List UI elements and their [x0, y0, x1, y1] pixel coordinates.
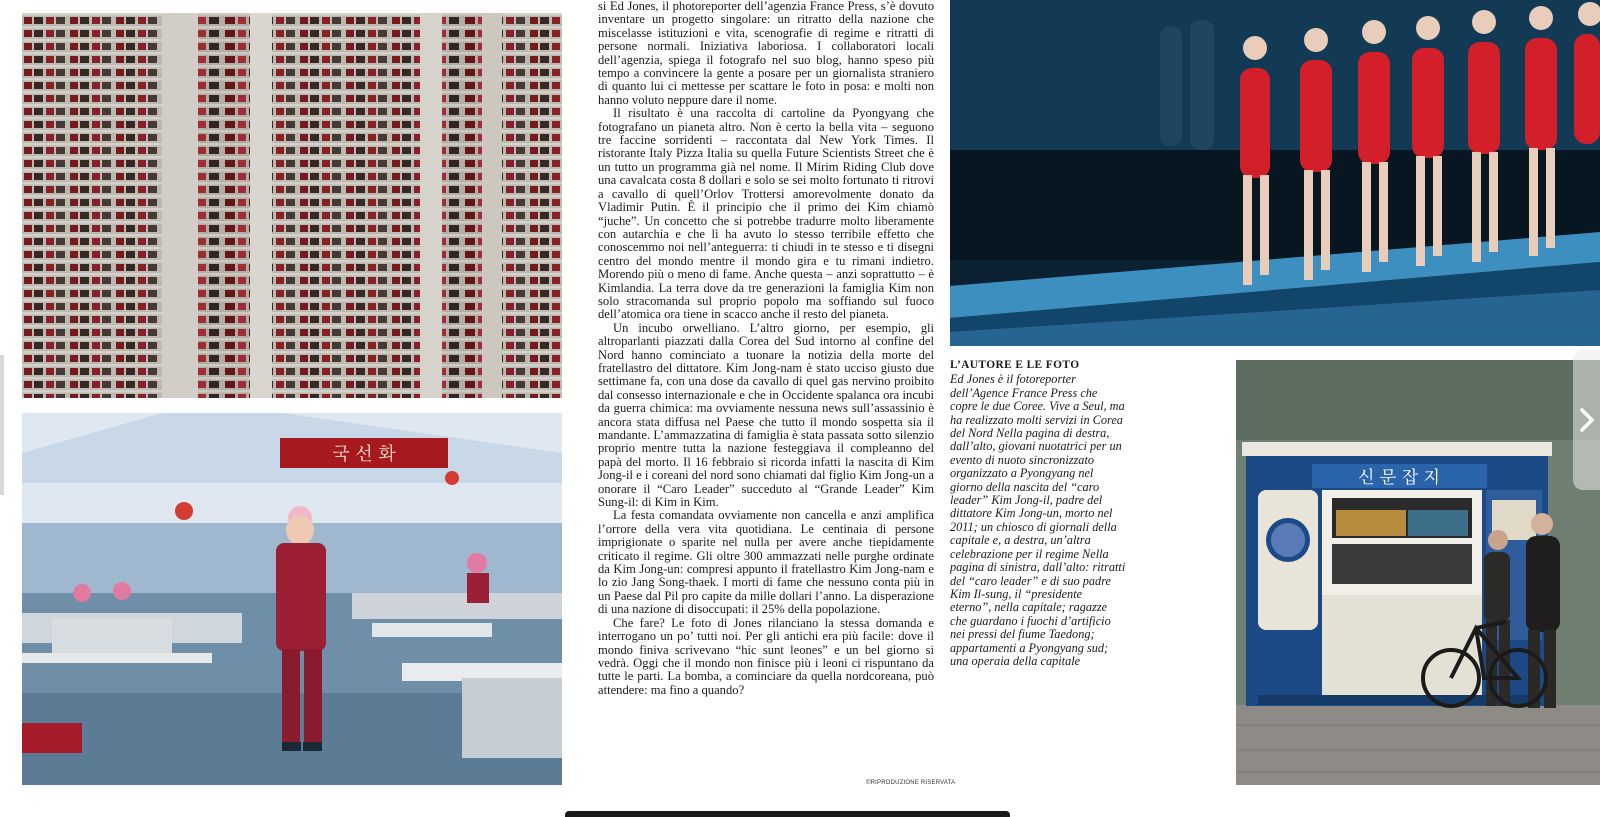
- article-paragraph-5: Che fare? Le foto di Jones rilanciano la stessa domanda e interrogano un po’ tutti noi. Per gli antichi era più facile: dove il mondo finiva scrivevano “hic sunt leones” e un bel giorno si vedrà. Oggi che il mondo non finisce più i leoni ci rispuntano da tutte le parti. La bomba, a cominciare da quella nordcoreana, può attendere: ma fino a quando?: [598, 615, 934, 697]
- photo-synchronized-swimmers: [950, 0, 1600, 346]
- photo-caption: [950, 359, 1126, 668]
- copyright-credit: ©RIPRODUZIONE RISERVATA: [866, 780, 956, 786]
- article-paragraph-4: La festa comandata ovviamente non cancella e anzi amplifica l’orrore della vera vita quotidiana. Le centinaia di persone imprigionate o sparite nel nulla per avere anche tiepidamente criticato il regime. Gli oltre 300 ammazzati nelle purghe ordinate da Kim Jong-un: compresi appunto il fratellastro Kim Jong-nam e lo zio Jang Song-thaek. I morti di fame che nessuno conta più in un Paese dal Pil pro capite da mille dollari l’anno. La disperazione di una nazione di disoccupati: il 25% della popolazione.: [598, 508, 934, 617]
- previous-page-handle[interactable]: [0, 355, 4, 495]
- chevron-right-icon: [1579, 407, 1595, 433]
- factory-banner-text: 국 선 화: [332, 444, 396, 465]
- caption-title: L’AUTORE E LE FOTO: [950, 359, 1080, 371]
- article-paragraph-3: Un incubo orwelliano. L’altro giorno, per esempio, gli altroparlanti piazzati dalla Corea del Sud intorno al confine del Nord hanno cominciato a tuonare la notizia della morte del fratellastro del dittatore. Kim Jong-nam è stato ucciso giusto due settimane fa, con una dose da cavallo di quel gas nervino proibito dal consesso internazionale e che in Occidente spalanca ora incubi da guerra chimica: ma ovviamente nessuna news sull’assassinio è ancora stata diffusa nel Paese che tutto il mondo sospetta sia il mandante. L’ammazzatina di famiglia è stata passata sotto silenzio proprio mentre tutta la nazione festeggiava il compleanno del papà del morto. Il 16 febbraio si ricorda infatti la nascita di Kim Jong-il e i coreani del nord sono chiamati dal figlio Kim Jong-un a onorare il “Caro Leader” succeduto al “Grande Leader” Kim Sung-il: di Kim in Kim.: [598, 320, 934, 510]
- article-paragraph-2: Il risultato è una raccolta di cartoline da Pyongyang che fotografano un pianeta altro. Non è certo la bella vita – seguono tre faccine sorridenti – raccontata dal New York Times. Il ristorante Italy Pizza Italia su quella Future Scientists Street che è un tutto un programma già nel nome. Il Mirim Riding Club dove una cavalcata costa 8 dollari e solo se sei molto fortunato ti ritrovi a cavallo di quell’Orlov Trottersi amorevolmente donato da Vladimir Putin. È il principio che il primo dei Kim chiamò “juche”. Un concetto che si potrebbe tradurre molto liberamente con autarchia e che lì ha avuto lo stesso terribile effetto che conoscemmo noi nell’anteguerra: ti chiudi in te stesso e ti disegni centro del mondo mentre il mondo gira e tu rimani indietro. Morendo più o meno di fame. Anche questa – anzi soprattutto – è Kimlandia. La terra dove da tre generazioni la famiglia Kim non solo stracomanda sul proprio popolo ma soffiando sul fuoco dell’atomica ora tiene in scacco anche il resto del pianeta.: [598, 106, 934, 322]
- viewer-toolbar-edge[interactable]: [565, 811, 1010, 817]
- photo-apartment-tower: [22, 13, 562, 398]
- photo-factory-worker: [22, 413, 562, 785]
- kiosk-sign-text: 신 문 잡 지: [1358, 468, 1440, 488]
- article-paragraph-1: si Ed Jones, il photoreporter dell’agenzia France Press, s’è dovuto inventare un progetto singolare: un ritratto della nazione che miscelasse istituzioni e vita, scenografie di regime e ritratti di persone normali. Iniziativa laboriosa. I collaboratori locali dell’agenzia, spiega il fotografo nel suo blog, hanno speso più tempo a convincere la gente a posare per un giornalista straniero di quanto lui ci mettesse per scattare le foto in posa: e molti non hanno voluto neppure dare il nome.: [598, 0, 934, 107]
- caption-body: Ed Jones è il fotoreporter dell’Agence France Press che copre le due Coree. Vive a Seul, ma ha realizzato molti servizi in Corea del Nord Nella pagina di destra, dall’alto, giovani nuotatrici per un evento di nuoto sincronizzato organizzato a Pyongyang nel giorno della nascita del “caro leader” Kim Jong-il, padre del dittatore Kim Jong-un, morto nel 2011; un chiosco di giornali della capitale e, a destra, un’altra celebrazione per il regime Nella pagina di sinistra, dall’alto: ritratti del “caro leader” e di suo padre Kim Il-sung, il “presidente eterno”, nella capitale; ragazze che guardano i fuochi d’artificio nei pressi del fiume Taedong; appartamenti a Pyongyang sud; una operaia della capitale: [950, 372, 1126, 668]
- next-page-button[interactable]: [1573, 350, 1600, 490]
- photo-newspaper-kiosk: [1236, 360, 1600, 785]
- article-body: [598, 0, 934, 697]
